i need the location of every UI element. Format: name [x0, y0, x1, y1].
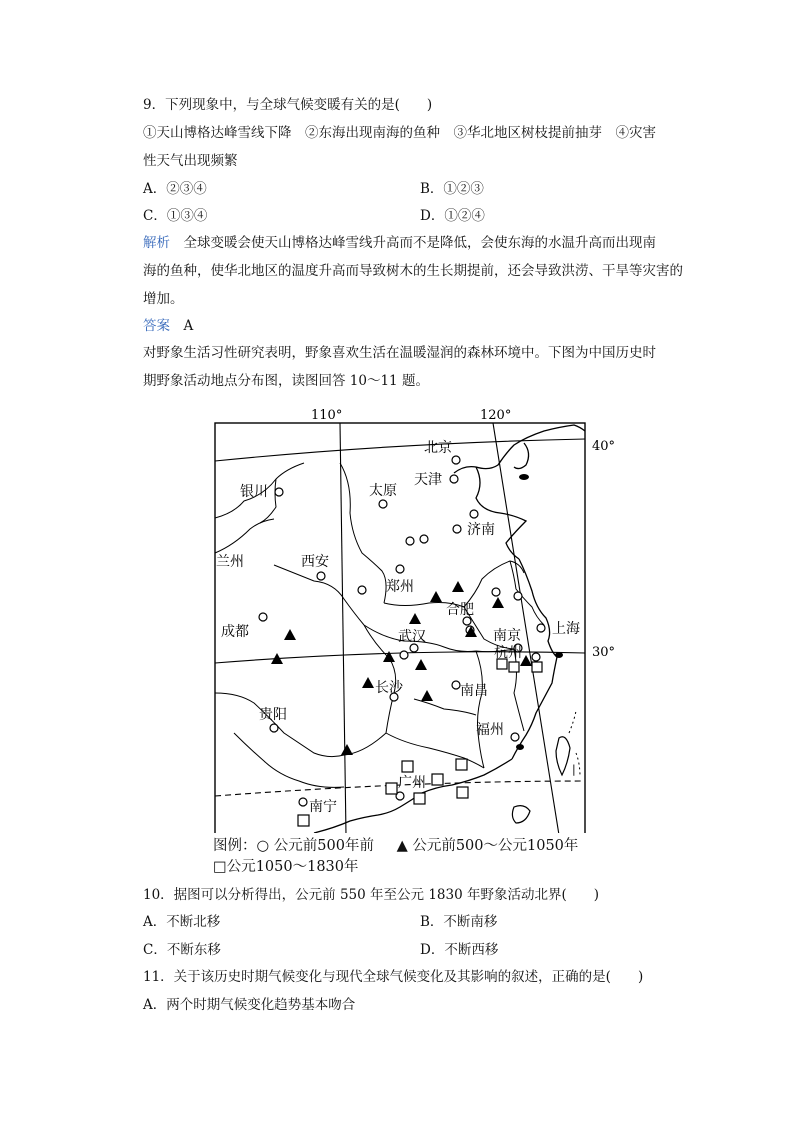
- q9-option-d: D．①②④: [420, 208, 485, 224]
- label-jinan: 济南: [467, 522, 495, 538]
- legend-triangle-icon: ▲: [396, 838, 408, 854]
- square-3: [532, 662, 542, 672]
- chengdu-dot: [259, 613, 267, 621]
- lat-40-label: 40°: [592, 439, 616, 454]
- legend-square-icon: □: [213, 859, 227, 875]
- map-legend-row1: [213, 834, 578, 855]
- q9-analysis-line1: [143, 234, 656, 252]
- jinan-dot: [453, 525, 461, 533]
- analysis-text-1: 全球变暖会使天山博格达峰雪线升高而不是降低，会使东海的水温升高而出现南: [183, 235, 656, 251]
- map-legend-row2: [213, 855, 359, 876]
- wuhan-dot: [410, 644, 418, 652]
- square-2: [509, 662, 519, 672]
- label-lanzhou: 兰州: [216, 554, 244, 570]
- hefei-dot: [463, 617, 471, 625]
- label-beijing: 北京: [424, 440, 452, 456]
- label-yinchuan: 银川: [240, 484, 268, 500]
- triangle-1: [452, 581, 464, 592]
- label-guiyang: 贵阳: [259, 707, 287, 723]
- zhengzhou-dot: [396, 565, 404, 573]
- square-9: [457, 787, 468, 798]
- square-4: [402, 761, 413, 772]
- q10-option-c: C．不断东移: [143, 942, 221, 958]
- label-shanghai: 上海: [552, 621, 580, 637]
- nanning-dot: [299, 798, 307, 806]
- hangzhou-dot: [532, 653, 540, 661]
- label-zhengzhou: 郑州: [386, 579, 414, 595]
- triangle-3: [492, 597, 504, 608]
- triangle-8: [383, 651, 395, 662]
- tianjin-dot: [450, 475, 458, 483]
- yinchuan-dot: [275, 488, 283, 496]
- nanchang-dot: [452, 681, 460, 689]
- label-guangzhou: 广州: [398, 775, 426, 791]
- bohai-dot: [470, 510, 478, 518]
- q10-option-a: A．不断北移: [143, 914, 221, 930]
- sample-dot-3: [358, 586, 366, 594]
- q9-stem: 9．下列现象中，与全球气候变暖有关的是( ): [143, 97, 433, 113]
- legend-prefix: 图例：: [213, 838, 257, 854]
- zhoushan-islet: [555, 652, 563, 658]
- square-7: [386, 783, 397, 794]
- label-xian: 西安: [301, 554, 329, 570]
- sample-dot-4: [492, 588, 500, 596]
- answer-value: A: [183, 318, 194, 334]
- lat-30-label: 30°: [592, 645, 616, 660]
- shanghai-dot: [537, 624, 545, 632]
- triangle-9: [415, 659, 427, 670]
- q9-analysis-line3: 增加。: [143, 291, 184, 307]
- legend-circle-icon: ○: [256, 838, 270, 854]
- label-fuzhou: 福州: [476, 722, 504, 738]
- q9-option-a: A．②③④: [143, 181, 207, 197]
- analysis-label: 解析: [143, 235, 170, 251]
- triangle-11: [421, 690, 433, 701]
- q9-items-line1: ①天山博格达峰雪线下降 ②东海出现南海的鱼种 ③华北地区树枝提前抽芽 ④灾害: [143, 125, 656, 141]
- q9-analysis-line2: 海的鱼种，使华北地区的温度升高而导致树木的生长期提前，还会导致洪涝、干旱等灾害的: [143, 263, 683, 279]
- legend-triangle-text: 公元前500～公元1050年: [412, 838, 579, 854]
- lat-40-line: [215, 439, 585, 461]
- lon-110-label: 110°: [311, 408, 343, 423]
- sample-dot-5: [514, 592, 522, 600]
- square-6: [432, 774, 443, 785]
- label-wuhan: 武汉: [398, 629, 426, 645]
- square-8: [414, 793, 425, 804]
- label-taiyuan: 太原: [369, 483, 397, 499]
- elephant-distribution-map: [214, 403, 634, 833]
- q10-stem: 10．据图可以分析得出，公元前 550 年至公元 1830 年野象活动北界( ): [143, 887, 599, 903]
- lon-120-label: 120°: [480, 408, 512, 423]
- q9-option-b: B．①②③: [420, 181, 484, 197]
- square-10: [298, 815, 309, 826]
- label-hefei: 合肥: [446, 602, 474, 618]
- q11-stem: 11．关于该历史时期气候变化与现代全球气候变化及其影响的叙述，正确的是( ): [143, 969, 644, 985]
- beijing-dot: [452, 456, 460, 464]
- q11-option-a: A．两个时期气候变化趋势基本吻合: [143, 997, 356, 1013]
- fujian-islet: [516, 744, 524, 750]
- lon-110-line: [340, 423, 346, 833]
- liaodong-fill: [519, 474, 529, 480]
- intro-line1: 对野象生活习性研究表明，野象喜欢生活在温暖湿润的森林环境中。下图为中国历史时: [143, 345, 656, 361]
- label-nanjing: 南京: [493, 628, 521, 644]
- q10-option-b: B．不断南移: [420, 914, 498, 930]
- label-changsha: 长沙: [375, 680, 403, 696]
- intro-line2: 期野象活动地点分布图，读图回答 10～11 题。: [143, 373, 429, 389]
- label-tianjin: 天津: [414, 472, 442, 488]
- q9-items-line2: 性天气出现频繁: [143, 153, 238, 169]
- q10-option-d: D．不断西移: [420, 942, 499, 958]
- sample-dot-2: [420, 535, 428, 543]
- taiwan-island: [556, 737, 570, 775]
- answer-label: 答案: [143, 318, 170, 334]
- legend-circle-text: 公元前500年前: [273, 838, 374, 854]
- q9-answer: [143, 317, 193, 335]
- square-5: [456, 759, 467, 770]
- label-nanchang: 南昌: [460, 683, 488, 699]
- label-hangzhou: 杭州: [494, 645, 522, 661]
- map-frame: [215, 423, 585, 833]
- label-nanning: 南宁: [309, 799, 337, 815]
- q9-option-c: C．①③④: [143, 208, 208, 224]
- triangle-5: [284, 629, 296, 640]
- sample-dot-7: [400, 651, 408, 659]
- triangle-13: [341, 744, 353, 755]
- triangle-2: [430, 591, 442, 602]
- guiyang-dot: [270, 724, 278, 732]
- legend-square-text: 公元1050～1830年: [226, 859, 359, 875]
- label-chengdu: 成都: [221, 624, 249, 640]
- hainan-island: [512, 806, 530, 823]
- xian-dot: [317, 572, 325, 580]
- triangle-10: [362, 677, 374, 688]
- triangle-4: [409, 613, 421, 624]
- sea-mark: |: [572, 763, 576, 776]
- fuzhou-dot: [511, 733, 519, 741]
- taiyuan-dot: [379, 500, 387, 508]
- sample-dot-1: [406, 537, 414, 545]
